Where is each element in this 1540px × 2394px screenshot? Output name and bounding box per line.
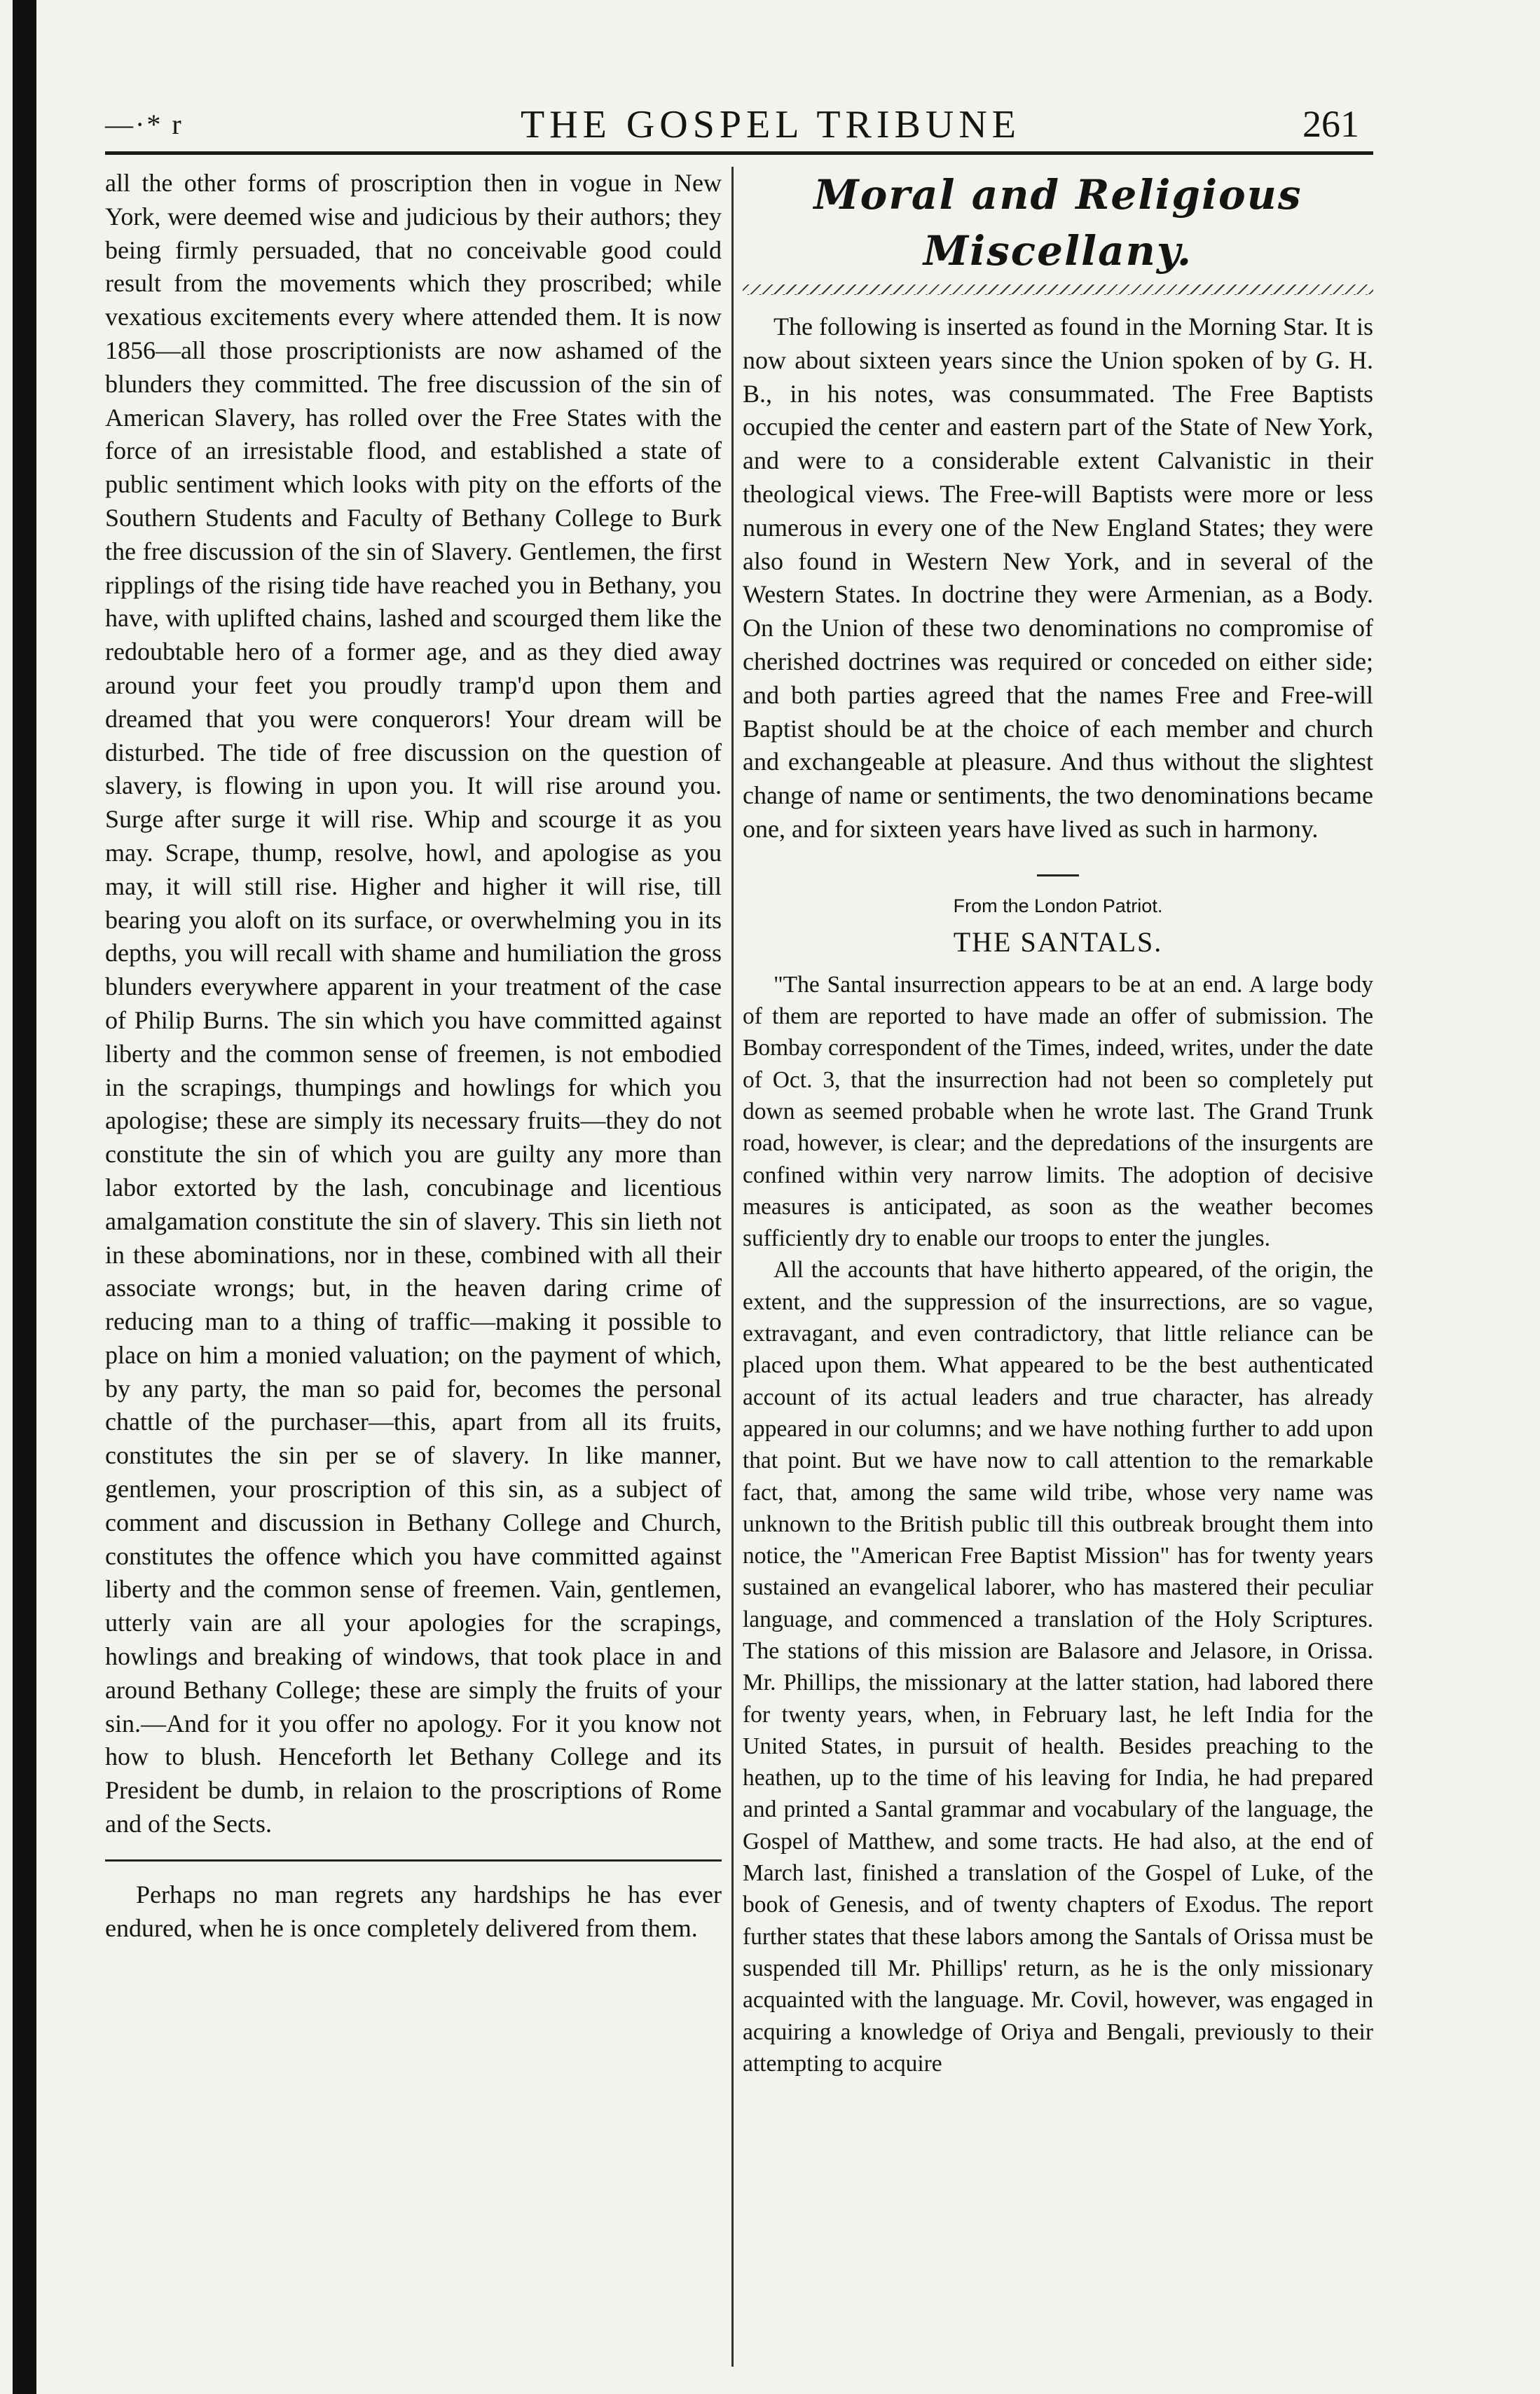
intro-paragraph: The following is inserted as found in the Morning Star. It is now about sixteen years since the Union spoken of by G. H. B., in his notes, was consummated. The Free Baptists occupied the center and eastern part of the State of New York, and were to a considerable extent Calvanistic in their theological views. The Free-will Baptists were more or less numerous in every one of the New England States; they were also found in Western New York, and in several of the Western States. In doctrine they were Armenian, as a Body. On the Union of these two denominations no compromise of cherished doctrines was required or conceded on either side; and both parties agreed that the names Free and Free-will Baptist should be at the choice of each member and church and exchangeable at pleasure. And thus without the slightest change of name or sentiments, the two denominations became one, and for sixteen years have lived as such in harmony.	[743, 312, 1373, 843]
body-paragraph: all the other forms of proscription then in vogue in New York, were deemed wise and judicious by their authors; they being firmly persuaded, that no conceivable good could result from the movements which they proscribed; while vexatious excitements every where attended them. It is now 1856—all those proscriptionists are now ashamed of the blunders they committed. The free discussion of the sin of American Slavery, has rolled over the Free States with the force of an irresistable flood, and established a state of public sentiment which looks with pity on the efforts of the Southern Students and Faculty of Bethany College to Burk the free discussion of the sin of Slavery. Gentlemen, the first ripplings of the rising tide have reached you in Bethany, you have, with uplifted chains, lashed and scourged them like the redoubtable hero of a former age, and as they died away around your feet you proudly tramp'd upon them and dreamed that you were conquerors! Your dream will be disturbed. The tide of free discussion on the question of slavery, is flowing in upon you. It will rise around you. Surge after surge it will rise. Whip and scourge it as you may. Scrape, thump, resolve, howl, and apologise as you may, it will still rise. Higher and higher it will rise, till bearing you aloft on its surface, or overwhelming you in its depths, you will recall with shame and humiliation the gross blunders everywhere apparent in your treatment of the case of Philip Burns. The sin which you have committed against liberty and the common sense of freemen, is not embodied in the scrapings, thumpings and howlings for which you apologise; these are simply its necessary fruits—they do not constitute the sin of which you are guilty any more than labor extorted by the lash, concubinage and licentious amalgamation constitute the sin of slavery. This sin lieth not in these abominations, nor in these, combined with all their associate wrongs; but, in the heaven daring crime of reducing man to a thing of traffic—making it possible to place on him a monied valuation; on the payment of which, by any party, the man so paid for, becomes the personal chattle of the purchaser—this, apart from all its fruits, constitutes the sin per se of slavery. In like manner, gentlemen, your proscription of this sin, as a subject of comment and discussion in Bethany College and Church, constitutes the offence which you have committed against liberty and the common sense of freemen. Vain, gentlemen, utterly vain are all your apologies for the scrapings, howlings and breaking of windows, that took place in and around Bethany College; these are simply the fruits of your sin.—And for it you offer no apology. For it you know not how to blush. Henceforth let Bethany College and its President be dumb, in relaion to the proscriptions of Rome and of the Sects.	[105, 169, 722, 1838]
article-source: From the London Patriot.	[953, 895, 1163, 916]
left-column	[105, 167, 722, 1945]
article-paragraph: All the accounts that have hitherto appeared, of the origin, the extent, and the suppression of the insurrections, are so vague, extravagant, and even contradictory, that little reliance can be placed upon them. What appeared to be the best authenticated account of its actual leaders and true character, has already appeared in our columns; and we have nothing further to add upon that point. But we have now to call attention to the remarkable fact, that, among the same wild tribe, whose very name was unknown to the British public till this outbreak brought them into notice, the "American Free Baptist Mission" has for twenty years sustained an evangelical laborer, who has mastered their peculiar language, and commenced a translation of the Holy Scriptures. The stations of this mission are Balasore and Jelasore, in Orissa. Mr. Phillips, the missionary at the latter station, had labored there for twenty years, when, in February last, he left India for the United States, in pursuit of health. Besides preaching to the heathen, up to the time of his leaving for India, he had prepared and printed a Santal grammar and vocabulary of the language, the Gospel of Matthew, and some tracts. He had also, at the end of March last, finished a translation of the Gospel of Luke, of the book of Genesis, and of twenty chapters of Exodus. The report further states that these labors among the Santals of Orissa must be suspended till Mr. Phillips' return, as he is the only missionary acquainted with the language. Mr. Covil, however, was engaged in acquiring a knowledge of Oriya and Bengali, previously to their attempting to acquire	[743, 1257, 1373, 2077]
article-title: THE SANTALS.	[953, 926, 1163, 958]
section-header: Moral and Religious Miscellany.	[813, 171, 1302, 275]
running-head	[105, 99, 1373, 155]
short-divider	[1037, 874, 1079, 876]
wavy-ornament-rule	[743, 284, 1373, 295]
right-column	[743, 167, 1373, 2079]
section-divider	[105, 1859, 722, 1862]
article-paragraph: "The Santal insurrection appears to be at an end. A large body of them are reported to have made an offer of submission. The Bombay correspondent of the Times, indeed, writes, under the date of Oct. 3, that the insurrection had not been so completely put down as seemed probable when he wrote last. The Grand Trunk road, however, is clear; and the depredations of the insurgents are confined within very narrow limits. The adoption of decisive measures is anticipated, as soon as the weather becomes sufficiently dry to enable our troops to enter the jungles.	[743, 971, 1373, 1252]
printer-marks: —·* r	[105, 109, 184, 140]
column-divider	[731, 167, 734, 2367]
newspaper-title: THE GOSPEL TRIBUNE	[521, 103, 1021, 146]
binding-edge	[13, 0, 36, 2394]
page-number: 261	[1302, 103, 1359, 145]
article-body	[743, 969, 1373, 2079]
closing-paragraph: Perhaps no man regrets any hardships he has ever endured, when he is once completely delivered from them.	[105, 1880, 722, 1942]
